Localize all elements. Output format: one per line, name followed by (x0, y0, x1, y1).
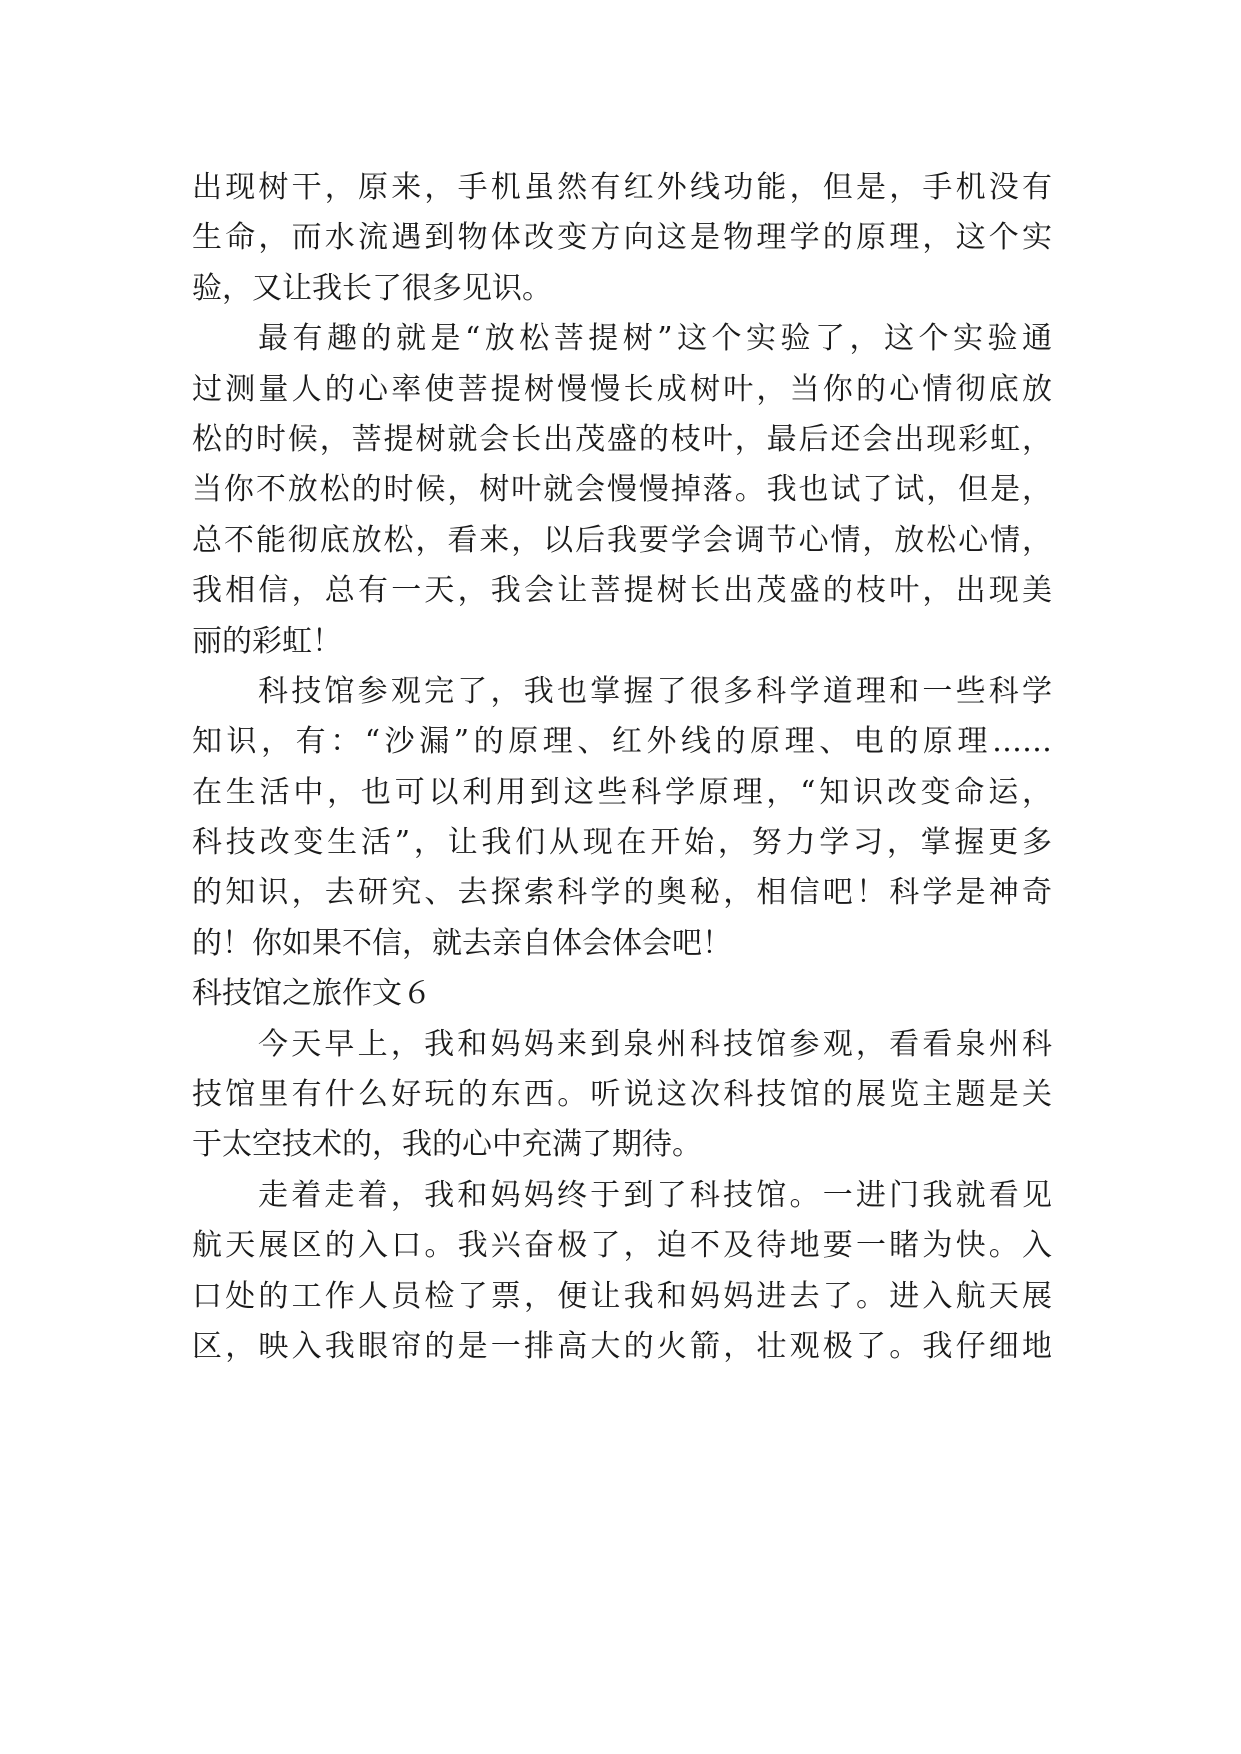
paragraph (192, 1171, 1052, 1373)
text-line: 我相信，总有一天，我会让菩提树长出茂盛的枝叶，出现美 (192, 573, 1052, 609)
document-body (192, 163, 1052, 1372)
text-line: 最有趣的就是“放松菩提树”这个实验了，这个实验通 (258, 321, 1052, 357)
text-line: 总不能彻底放松，看来，以后我要学会调节心情，放松心情， (192, 522, 1052, 558)
text-line: 的知识，去研究、去探索科学的奥秘，相信吧！科学是神奇 (192, 875, 1052, 911)
text-line: 出现树干，原来，手机虽然有红外线功能，但是，手机没有 (192, 170, 1052, 205)
text-line: 生命，而水流遇到物体改变方向这是物理学的原理，这个实 (192, 220, 1052, 256)
text-line: 丽的彩虹！ (192, 623, 342, 659)
paragraph (192, 314, 1052, 667)
text-line: 在生活中，也可以利用到这些科学原理，“知识改变命运， (192, 774, 1052, 810)
section-title: 科技馆之旅作文６ (192, 976, 432, 1012)
text-line: 口处的工作人员检了票，便让我和妈妈进去了。进入航天展 (192, 1278, 1052, 1314)
text-line: 当你不放松的时候，树叶就会慢慢掉落。我也试了试，但是， (192, 472, 1052, 508)
paragraph (192, 163, 1052, 314)
text-line: 于太空技术的，我的心中充满了期待。 (192, 1127, 702, 1163)
text-line: 技馆里有什么好玩的东西。听说这次科技馆的展览主题是关 (192, 1077, 1052, 1113)
paragraph (192, 1020, 1052, 1171)
text-line: 过测量人的心率使菩提树慢慢长成树叶，当你的心情彻底放 (192, 371, 1052, 407)
paragraph (192, 667, 1052, 969)
text-line: 今天早上，我和妈妈来到泉州科技馆参观，看看泉州科 (258, 1026, 1052, 1062)
text-line: 科技馆参观完了，我也掌握了很多科学道理和一些科学 (258, 673, 1052, 709)
text-line: 验，又让我长了很多见识。 (192, 270, 552, 306)
text-line: 科技改变生活”，让我们从现在开始，努力学习，掌握更多 (192, 825, 1052, 861)
text-line: 区，映入我眼帘的是一排高大的火箭，壮观极了。我仔细地 (192, 1328, 1052, 1364)
text-line: 松的时候，菩提树就会长出茂盛的枝叶，最后还会出现彩虹， (192, 421, 1052, 457)
section-title-block (192, 969, 1052, 1019)
text-line: 走着走着，我和妈妈终于到了科技馆。一进门我就看见 (258, 1177, 1052, 1213)
text-line: 航天展区的入口。我兴奋极了，迫不及待地要一睹为快。入 (192, 1228, 1052, 1264)
text-line: 知识，有：“沙漏”的原理、红外线的原理、电的原理…… (192, 724, 1052, 760)
text-line: 的！你如果不信，就去亲自体会体会吧！ (192, 925, 732, 961)
